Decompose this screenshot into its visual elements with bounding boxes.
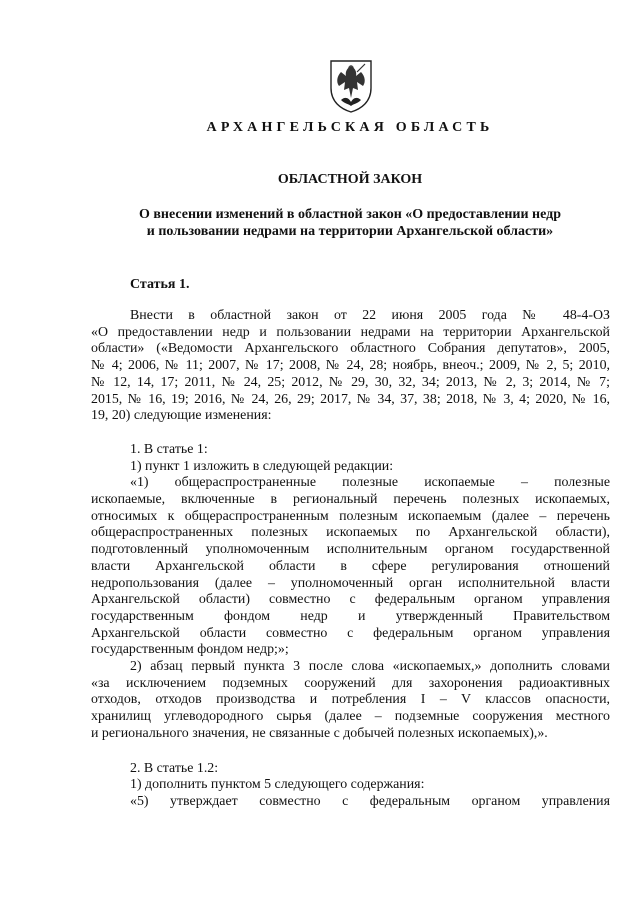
text-line: «О предоставлении недр и пользовании недрами на территории Архангельской <box>91 324 610 340</box>
text-line: подготовленный уполномоченным исполнительным органом государственной <box>91 542 610 558</box>
text-line: ископаемые, включенные в региональный перечень полезных ископаемых, <box>91 492 610 508</box>
text-line: недропользования (далее – уполномоченный орган исполнительной власти <box>91 575 610 591</box>
text-line: № 12, 14, 17; 2011, № 24, 25; 2012, № 29, 30, 32, 34; 2013, № 2, 3; 2014, № 7; <box>91 374 610 390</box>
text-line: «за исключением подземных сооружений для захоронения радиоактивных <box>91 675 610 691</box>
text-line: хранилищ углеводородного сырья (далее – подземные сооружения местного <box>91 709 610 725</box>
text-line: «5) утверждает совместно с федеральным органом управления <box>130 793 610 809</box>
law-title-line: О внесении изменений в областной закон «О предоставлении недр <box>138 207 561 222</box>
text-line: власти Архангельской области в сфере регулирования отношений <box>91 558 610 574</box>
text-line: № 4; 2006, № 11; 2007, № 17; 2008, № 24, 28; ноябрь, внеоч.; 2009, № 2, 5; 2010, <box>91 358 610 374</box>
text-line: общераспространенных полезных ископаемых по Архангельской области), <box>91 525 610 541</box>
text-line: области» («Ведомости Архангельского областного Собрания депутатов», 2005, <box>91 341 610 357</box>
text-line: отходов, отходов производства и потребления I – V классов опасности, <box>91 692 610 708</box>
section-heading: 2. В статье 1.2: <box>130 760 219 776</box>
text-line: Архангельской области) совместно с федеральным органом управления <box>91 592 610 608</box>
region-name: АРХАНГЕЛЬСКАЯ ОБЛАСТЬ <box>206 120 494 135</box>
text-line: и регионального значения, не связанные с добычей полезных ископаемых),». <box>91 725 548 741</box>
text-line: государственным фондом недр и утвержденный Правительством <box>91 608 610 624</box>
text-line: относимых к общераспространенным полезным ископаемым (далее – перечень <box>91 508 610 524</box>
text-line: 2015, № 16, 19; 2016, № 24, 26, 29; 2017, № 34, 37, 38; 2018, № 3, 4; 2020, № 16, <box>91 391 610 407</box>
archangel-coat-of-arms-icon <box>327 58 375 114</box>
section-heading: 1. В статье 1: <box>130 441 208 457</box>
text-line: 1) дополнить пунктом 5 следующего содержания: <box>130 777 425 793</box>
document-body <box>91 308 610 811</box>
intro-paragraph <box>91 308 610 425</box>
section-1 <box>91 442 610 743</box>
text-line: Архангельской области совместно с федеральным органом управления <box>91 625 610 641</box>
law-title-line: и пользовании недрами на территории Архангельской области» <box>146 224 554 239</box>
coat-of-arms <box>327 58 375 114</box>
law-type: ОБЛАСТНОЙ ЗАКОН <box>277 172 423 187</box>
text-line: 19, 20) следующие изменения: <box>91 408 272 424</box>
text-line: государственным фондом недр;»; <box>91 642 289 658</box>
text-line: Внести в областной закон от 22 июня 2005 года № 48-4-ОЗ <box>130 308 610 323</box>
section-2 <box>91 761 610 811</box>
text-line: 2) абзац первый пункта 3 после слова «ископаемых,» дополнить словами <box>130 659 610 675</box>
article-heading: Статья 1. <box>130 277 190 292</box>
text-line: «1) общераспространенные полезные ископаемые – полезные <box>130 475 610 491</box>
law-title <box>100 206 600 240</box>
text-line: 1) пункт 1 изложить в следующей редакции: <box>130 458 394 474</box>
